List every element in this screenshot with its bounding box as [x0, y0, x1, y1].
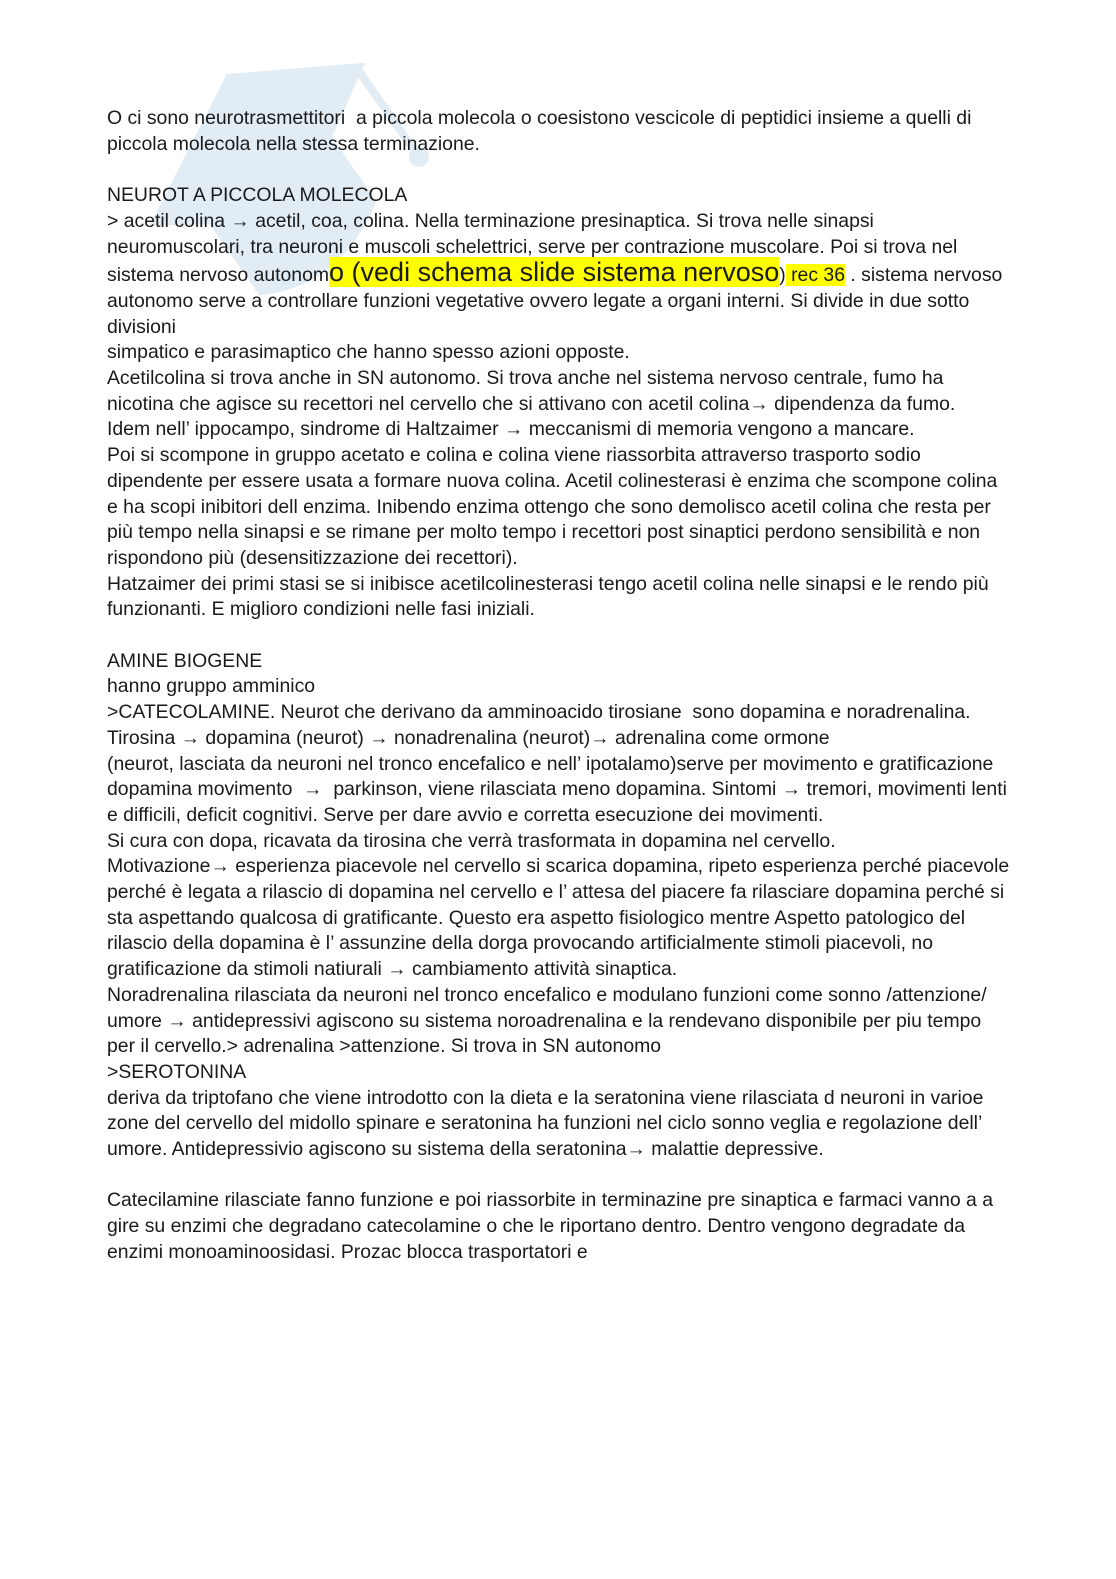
highlight-vedi-schema: o (vedi schema slide sistema nervoso	[329, 257, 780, 288]
serotonina-heading: >SEROTONINA	[107, 1060, 247, 1083]
amminico-line: hanno gruppo amminico	[107, 675, 316, 698]
catecolamine-paragraph: >CATECOLAMINE. Neurot che derivano da amminoacido tirosiane sono dopamina e noradrenalina. Tirosina → dopamina (neurot) → nonadrenalina (neurot)→ adrenalina come ormone	[107, 701, 976, 749]
acetil-text-b: . sistema nervoso autonomo serve a controllare funzioni vegetative ovvero legate a organi interni. Si divide in due sotto divisioni	[107, 264, 1008, 338]
scompone-paragraph: Poi si scompone in gruppo acetato e colina e colina viene riassorbita attraverso trasporto sodio dipendente per essere usata a formare nuova colina. Acetil colinesterasi è enzima che scompone colina e ha scopi inibitori dell enzima. Inibendo enzima ottengo che sono demolisco acetil colina che resta per più tempo nella sinapsi e se rimane per molto tempo i recettori post sinaptici perdono sensibilità e non rispondono più (desensitizzazione dei recettori).	[107, 444, 1003, 569]
section-heading-amine-biogene: AMINE BIOGENE	[107, 649, 263, 672]
neurot-lasciata-paragraph: (neurot, lasciata da neuroni nel tronco encefalico e nell’ ipotalamo)serve per movimento e gratificazione dopamina movimento → parkinson, viene rilasciata meno dopamina. Sintomi → tremori, movimenti lenti e difficili, deficit cognitivi. Serve per dare avvio e corretta esecuzione dei movimenti.	[107, 752, 1013, 826]
motivazione-paragraph: Motivazione→ esperienza piacevole nel cervello si scarica dopamina, ripeto esperienza perché piacevole perché è legata a rilascio di dopamina nel cervello e l’ attesa del piacere fa rilasciare dopamina perché si sta aspettando qualcosa di gratificante. Questo era aspetto fisiologico mentre Aspetto patologico del rilascio della dopamina è l’ assunzine della dorga provocando artificialmente stimoli piacevoli, no gratificazione da stimoli natiurali → cambiamento attività sinaptica.	[107, 855, 1015, 981]
catecilamine-paragraph: Catecilamine rilasciate fanno funzione e poi riassorbite in terminazine pre sinaptica e farmaci vanno a a gire su enzimi che degradano catecolamine o che le riportano dentro. Dentro vengono degradate da enzimi monoaminoosidasi. Prozac blocca trasportatori e	[107, 1189, 999, 1263]
simpatico-paragraph: simpatico e parasimaptico che hanno spesso azioni opposte.	[107, 341, 630, 364]
hatzaimer-paragraph: Hatzaimer dei primi stasi se si inibisce acetilcolinesterasi tengo acetil colina nelle sinapsi e le rendo più funzionanti. E miglioro condizioni nelle fasi iniziali.	[107, 572, 995, 621]
acetilcolina-paragraph	[107, 209, 1012, 341]
serotonina-paragraph: deriva da triptofano che viene introdotto con la dieta e la seratonina viene rilasciata d neuroni in varioe zone del cervello del midollo spinare e seratonina ha funzioni nel ciclo sonno veglia e regolazione dell’ umore. Antidepressivio agiscono su sistema della seratonina→ malattie depressive.	[107, 1086, 989, 1161]
highlight-rec-36: rec 36	[785, 264, 845, 287]
document-body	[107, 106, 1015, 1266]
ippocampo-paragraph: Idem nell’ ippocampo, sindrome di Haltzaimer → meccanismi di memoria vengono a mancare.	[107, 418, 915, 441]
noradrenalina-paragraph: Noradrenalina rilasciata da neuroni nel tronco encefalico e modulano funzioni come sonno /attenzione/ umore → antidepressivi agiscono su sistema noroadrenalina e la rendevano disponibile per piu tempo per il cervello.> adrenalina >attenzione. Si trova in SN autonomo	[107, 983, 992, 1058]
acetil-text-a: > acetil colina → acetil, coa, colina. Nella terminazione presinaptica. Si trova nelle sinapsi neuromuscolari, tra neuroni e muscoli schelettrici, serve per contrazione muscolare. Poi si trova nel sistema nervoso autonom	[107, 209, 963, 287]
intro-paragraph: O ci sono neurotrasmettitori a piccola molecola o coesistono vescicole di peptidici insieme a quelli di piccola molecola nella stessa terminazione.	[107, 107, 977, 155]
blank-line	[107, 1163, 1012, 1189]
acetil-sn-paragraph: Acetilcolina si trova anche in SN autonomo. Si trova anche nel sistema nervoso centrale, fumo ha nicotina che agisce su recettori nel cervello che si attivano con acetil colina→ dipendenza da fumo.	[107, 367, 956, 415]
blank-line	[107, 157, 1012, 183]
acetil-paren: )	[779, 264, 786, 287]
blank-line	[107, 623, 1012, 649]
section-heading-piccola-molecola: NEUROT A PICCOLA MOLECOLA	[107, 184, 408, 207]
dopa-paragraph: Si cura con dopa, ricavata da tirosina che verrà trasformata in dopamina nel cervello.	[107, 829, 836, 852]
